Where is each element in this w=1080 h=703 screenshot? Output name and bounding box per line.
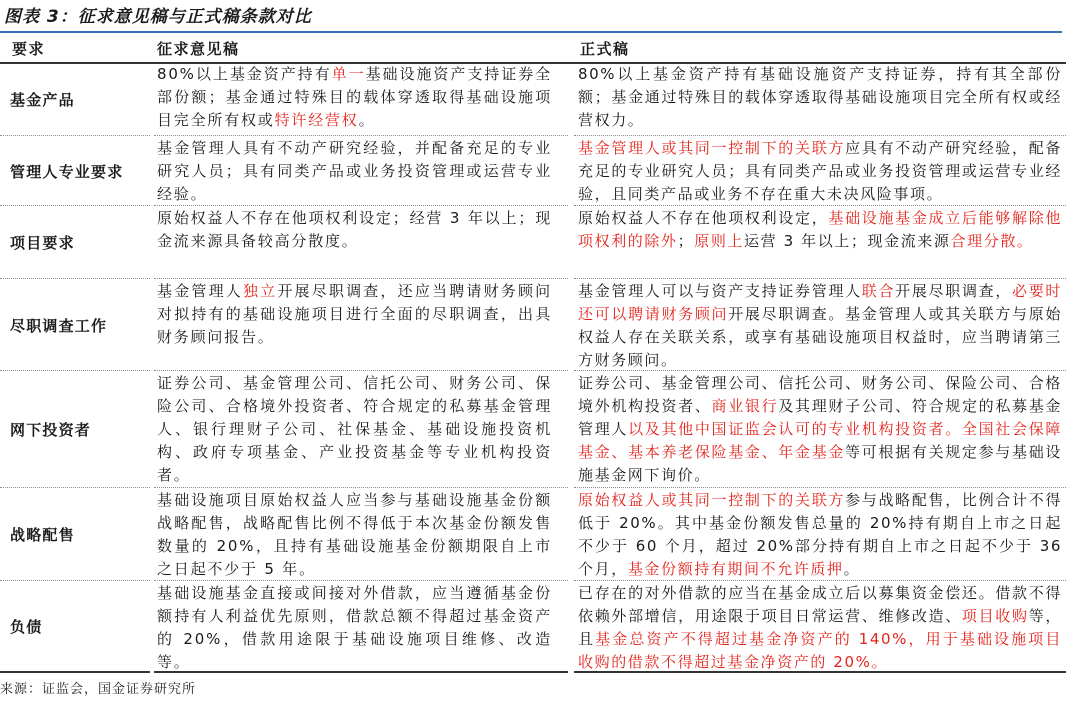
formal-text [574,137,1066,206]
text-segment: 证券公司、基金管理公司、信托公司、财务公司、保险公司、合格境外投资者、符合规定的私募基金管理人、银行理财子公司、社保基金、基础设施投资机构、政府专项基金、产业投资基金等专业机构投资者。 [157,374,552,484]
highlighted-change: 以及其他中国证监会认可的专业机构投资者。全国社会保障基金、基本养老保险基金、年金基金 [578,420,1062,461]
highlighted-change: 合理分散。 [950,232,1034,250]
text-segment: 开展尽职调查。基金管理人或其关联方与原始权益人存在关联关系，或享有基础设施项目权益时，应当聘请第三方财务顾问。 [578,305,1062,369]
text-segment: 基础设施项目原始权益人应当参与基础设施基金份额战略配售，战略配售比例不得低于本次基金份额发售数量的 20%，且持有基础设施基金份额期限自上市之日起不少于 5 年。 [157,491,552,578]
row-label: 管理人专业要求 [0,137,150,206]
title-rule [0,31,1062,33]
highlighted-change: 基金份额持有期间不允许质押 [627,560,844,578]
row-strategic-placement [0,489,1066,581]
highlighted-change: 必要时还可以聘请财务顾问 [578,282,1063,323]
text-segment: 80%以上基金资产持有基础设施资产支持证券，持有其全部份额；基金通过特殊目的载体穿透取得基础设施项目完全所有权或经营权力。 [578,65,1062,129]
text-segment: 参与战略配售，比例合计不得低于 20%。其中基金份额发售总量的 20%持有期自上市之日起不少于 60 个月，超过 20%部分持有期自上市之日起不少于 36 个月， [578,491,1062,578]
draft-text [154,137,568,206]
highlighted-change: 项目收购 [961,607,1029,625]
formal-text [574,372,1066,488]
draft-text [154,207,568,279]
draft-text [154,582,568,673]
row-label: 战略配售 [0,489,150,581]
text-segment: 证券公司、基金管理公司、信托公司、财务公司、保险公司、合格境外机构投资者、 [578,374,1062,415]
text-segment: 原始权益人不存在他项权利设定， [578,209,829,227]
figure-title: 图表 3：征求意见稿与正式稿条款对比 [4,7,312,27]
row-label: 项目要求 [0,207,150,279]
highlighted-change: 联合 [861,282,896,300]
row-manager-expertise [0,137,1066,206]
highlighted-change: 基金管理人或其同一控制下的关联方 [578,139,846,157]
highlighted-change: 单一 [331,65,366,83]
text-segment: 。 [358,111,376,129]
highlighted-change: 基础设施基金成立后能够解除他项权利的除外 [578,209,1062,250]
text-segment: 基金管理人 [157,282,243,300]
text-segment: 运营 3 年以上；现金流来源 [744,232,951,250]
row-fund-product [0,63,1066,136]
text-segment: 80%以上基金资产持有 [157,65,332,83]
row-label: 负债 [0,582,150,673]
row-label: 网下投资者 [0,372,150,488]
row-project-requirement [0,207,1066,279]
text-segment: 等可根据有关规定参与基础设施基金网下询价。 [578,443,1062,484]
text-segment: 基础设施基金直接或间接对外借款，应当遵循基金份额持有人利益优先原则，借款总额不得超过基金资产的 20%，借款用途限于基础设施项目维修、改造等。 [157,584,552,671]
draft-text [154,372,568,488]
highlighted-change: 基金总资产不得超过基金净资产的 140%，用于基础设施项目收购的借款不得超过基金净资产的 20%。 [578,630,1062,671]
row-label: 尽职调查工作 [0,280,150,371]
text-segment: 开展尽职调查，还应当聘请财务顾问对拟持有的基础设施项目进行全面的尽职调查，出具财务顾问报告。 [157,282,552,346]
text-segment: 开展尽职调查， [895,282,1013,300]
highlighted-change: 原则上 [694,232,745,250]
highlighted-change: 原始权益人或其同一控制下的关联方 [578,491,846,509]
text-segment: 应具有不动产研究经验，配备充足的专业研究人员；具有同类产品或业务投资管理或运营专业经验，且同类产品或业务不存在重大未决风险事项。 [578,139,1062,203]
source-note: 来源：证监会，国金证券研究所 [0,682,197,697]
text-segment: 原始权益人不存在他项权利设定；经营 3 年以上；现金流来源具备较高分散度。 [157,209,552,250]
text-segment: ； [677,232,695,250]
text-segment: 已存在的对外借款的应当在基金成立后以募集资金偿还。借款不得依赖外部增信，用途限于项目日常运营、维修改造、 [578,584,1062,625]
row-label: 基金产品 [0,63,150,136]
draft-text [154,489,568,581]
formal-text [574,280,1066,371]
formal-text [574,489,1066,581]
row-due-diligence [0,280,1066,371]
header-formal: 正式稿 [580,40,630,58]
header-draft: 征求意见稿 [157,40,240,58]
formal-text [574,582,1066,673]
text-segment: 。 [843,560,861,578]
text-segment: 及其理财子公司、符合规定的私募基金管理人 [578,397,1063,438]
draft-text [154,280,568,371]
draft-text [154,63,568,136]
highlighted-change: 特许经营权 [274,111,359,129]
text-segment: 等，且 [578,607,1062,648]
header-requirement: 要求 [12,40,46,58]
highlighted-change: 独立 [242,282,278,300]
row-offline-investors [0,372,1066,488]
text-segment: 基础设施资产支持证券全部份额；基金通过特殊目的载体穿透取得基础设施项目完全所有权或 [157,65,553,129]
highlighted-change: 商业银行 [711,397,779,415]
formal-text [574,207,1066,279]
formal-text [574,63,1066,136]
text-segment: 基金管理人具有不动产研究经验，并配备充足的专业研究人员；具有同类产品或业务投资管理或运营专业经验。 [157,139,552,203]
text-segment: 基金管理人可以与资产支持证券管理人 [578,282,862,300]
row-liabilities [0,582,1066,673]
